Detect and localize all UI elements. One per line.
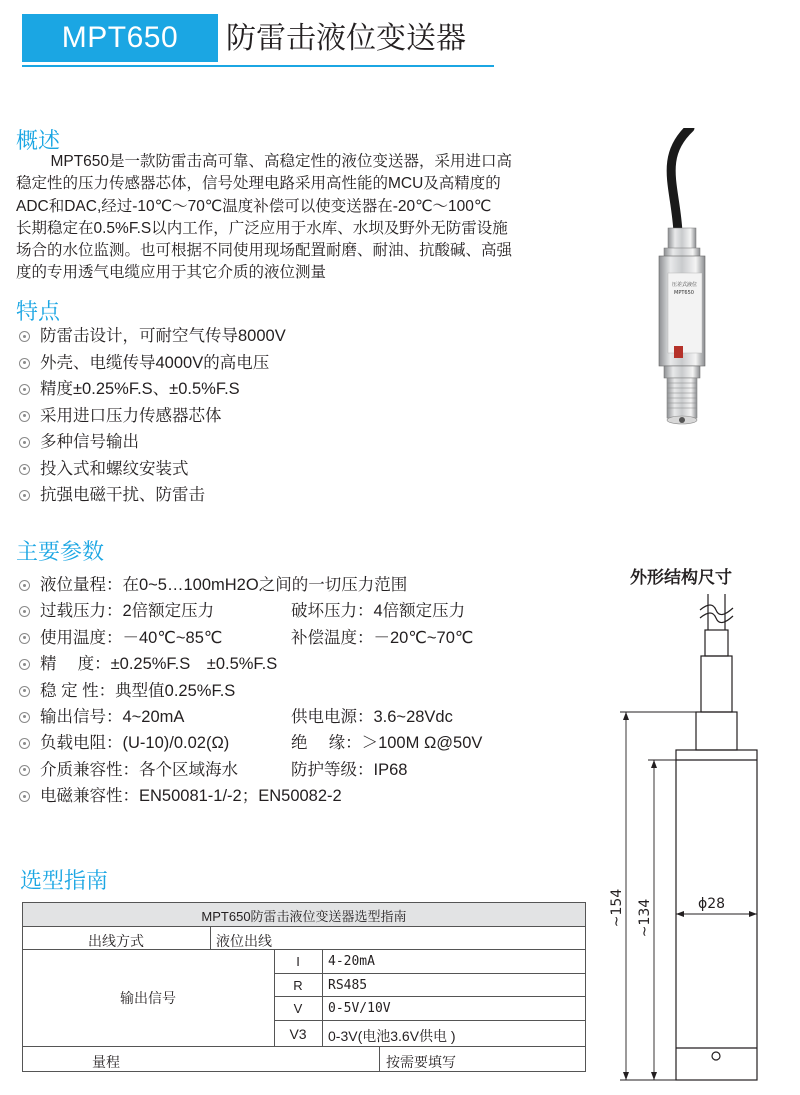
table-line bbox=[22, 926, 586, 927]
params-list bbox=[19, 571, 483, 809]
dimension-drawing bbox=[590, 586, 795, 1086]
range-value: 按需要填写 bbox=[386, 1054, 456, 1070]
overview-title: 概述 bbox=[16, 128, 61, 153]
table-line bbox=[274, 996, 586, 997]
option-desc: 0-5V/10V bbox=[328, 1001, 391, 1016]
param-right: 破坏压力：4倍额定压力 bbox=[291, 602, 466, 621]
param-left: 介质兼容性：各个区域海水 bbox=[40, 760, 238, 779]
param-row bbox=[19, 782, 407, 808]
bullet-icon bbox=[19, 580, 30, 591]
table-line bbox=[22, 1046, 586, 1047]
bullet-icon bbox=[19, 358, 30, 369]
bullet-icon bbox=[19, 411, 30, 422]
overview-line: ADC和DAC,经过-10℃～70℃温度补偿可以使变送器在-20℃～100℃ bbox=[16, 197, 492, 215]
range-label: 量程 bbox=[92, 1054, 120, 1070]
option-code: V bbox=[293, 1001, 303, 1016]
param-row bbox=[19, 677, 407, 703]
param-right: 供电电源：3.6~28Vdc bbox=[291, 707, 453, 726]
feature-item: 采用进口压力传感器芯体 bbox=[19, 402, 286, 429]
table-line bbox=[322, 949, 323, 1047]
param-row bbox=[19, 597, 466, 623]
photo-label-line2: MPT650 bbox=[674, 290, 694, 296]
wire-value: 液位出线 bbox=[216, 933, 272, 949]
param-left: 液位量程：在0~5…100mH2O之间的一切压力范围 bbox=[40, 576, 408, 594]
bullet-icon bbox=[19, 490, 30, 501]
wire-label: 出线方式 bbox=[88, 933, 144, 949]
selection-title: 选型指南 bbox=[20, 868, 109, 893]
param-left: 负载电阻：(U-10)/0.02(Ω) bbox=[40, 734, 230, 753]
option-code: I bbox=[296, 954, 300, 969]
feature-item: 投入式和螺纹安装式 bbox=[19, 455, 286, 482]
dimension-title: 外形结构尺寸 bbox=[630, 568, 732, 587]
feature-item: 精度±0.25%F.S、±0.5%F.S bbox=[19, 375, 286, 402]
bullet-icon bbox=[19, 791, 30, 802]
overall-length-label: ~154 bbox=[609, 888, 625, 928]
selection-table bbox=[22, 902, 586, 1072]
table-line bbox=[274, 973, 586, 974]
bullet-icon bbox=[19, 606, 30, 617]
feature-item: 防雷击设计，可耐空气传导8000V bbox=[19, 322, 286, 349]
output-label: 输出信号 bbox=[120, 990, 176, 1006]
overview-line: 稳定性的压力传感器芯体，信号处理电路采用高性能的MCU及高精度的 bbox=[16, 175, 501, 193]
overview-text bbox=[16, 151, 512, 285]
features-list bbox=[19, 322, 286, 508]
table-border-right bbox=[585, 902, 586, 1072]
param-left: 电磁兼容性：EN50081-1/-2；EN50082-2 bbox=[40, 787, 342, 806]
bullet-icon bbox=[19, 331, 30, 342]
overview-line: 长期稳定在0.5%F.S以内工作，广泛应用于水库、水坝及野外无防雷设施 bbox=[16, 219, 508, 237]
param-row bbox=[19, 571, 407, 597]
feature-item: 抗强电磁干扰、防雷击 bbox=[19, 481, 286, 508]
body-length-label: ~134 bbox=[637, 898, 653, 938]
param-left: 输出信号：4~20mA bbox=[40, 707, 185, 726]
params-title: 主要参数 bbox=[16, 539, 105, 564]
model-badge: MPT650 bbox=[22, 14, 218, 62]
table-border-top bbox=[22, 902, 586, 903]
param-row bbox=[19, 703, 453, 729]
photo-label-line1: 压差式液位 bbox=[672, 282, 698, 288]
param-row bbox=[19, 729, 483, 755]
diameter-label: ϕ28 bbox=[698, 896, 726, 912]
param-right: 防护等级：IP68 bbox=[291, 760, 408, 779]
table-line bbox=[379, 1046, 380, 1072]
option-desc: 0-3V(电池3.6V供电 ) bbox=[328, 1028, 456, 1044]
param-left: 精 度：±0.25%F.S ±0.5%F.S bbox=[40, 655, 278, 674]
param-row bbox=[19, 624, 474, 650]
param-left: 过载压力：2倍额定压力 bbox=[40, 602, 215, 621]
feature-item: 多种信号输出 bbox=[19, 428, 286, 455]
table-title: MPT650防雷击液位变送器选型指南 bbox=[201, 909, 407, 924]
table-border-left bbox=[22, 902, 23, 1072]
feature-item: 外壳、电缆传导4000V的高电压 bbox=[19, 349, 286, 376]
bullet-icon bbox=[19, 384, 30, 395]
table-line bbox=[210, 926, 211, 950]
bullet-icon bbox=[19, 738, 30, 749]
option-code: R bbox=[293, 978, 303, 993]
header-underline bbox=[22, 65, 494, 67]
overview-line: 场合的水位监测。也可根据不同使用现场配置耐磨、耐油、抗酸碱、高强 bbox=[16, 242, 513, 260]
bullet-icon bbox=[19, 659, 30, 670]
bullet-icon bbox=[19, 437, 30, 448]
param-row bbox=[19, 756, 407, 782]
bullet-icon bbox=[19, 464, 30, 475]
overview-line: MPT650是一款防雷击高可靠、高稳定性的液位变送器，采用进口高 bbox=[16, 153, 513, 170]
page-title: 防雷击液位变送器 bbox=[226, 22, 466, 55]
bullet-icon bbox=[19, 712, 30, 723]
option-desc: 4-20mA bbox=[328, 954, 375, 969]
bullet-icon bbox=[19, 633, 30, 644]
bullet-icon bbox=[19, 765, 30, 776]
param-left: 使用温度：－40℃~85℃ bbox=[40, 628, 223, 647]
features-title: 特点 bbox=[16, 299, 61, 324]
table-line bbox=[274, 1020, 586, 1021]
bullet-icon bbox=[19, 686, 30, 697]
param-left: 稳 定 性：典型值0.25%F.S bbox=[40, 681, 236, 700]
param-right: 绝 缘：＞100M Ω@50V bbox=[291, 734, 483, 753]
overview-line: 度的专用透气电缆应用于其它介质的液位测量 bbox=[16, 264, 327, 282]
option-code: V3 bbox=[289, 1026, 307, 1042]
product-photo bbox=[618, 128, 748, 438]
param-row bbox=[19, 650, 407, 676]
option-desc: RS485 bbox=[328, 978, 368, 993]
param-right: 补偿温度：－20℃~70℃ bbox=[291, 628, 474, 647]
